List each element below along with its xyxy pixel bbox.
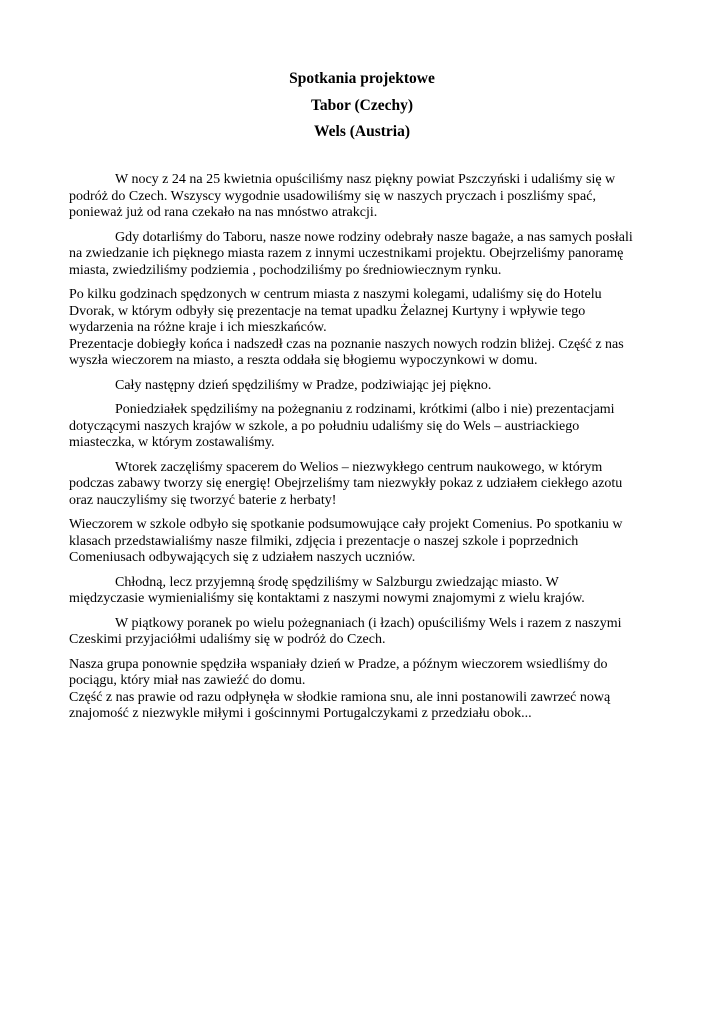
paragraph [69, 172, 669, 222]
paragraph [69, 657, 669, 723]
paragraph-line: miasteczka, w którym zostawaliśmy. [69, 435, 275, 450]
paragraph-line: Gdy dotarliśmy do Taboru, nasze nowe rodziny odebrały nasze bagaże, a nas samych posłali [115, 229, 633, 245]
paragraph-line: Chłodną, lecz przyjemną środę spędziliśmy w Salzburgu zwiedzając miasto. W [115, 574, 559, 590]
paragraph [69, 616, 669, 649]
paragraph-line: Cały następny dzień spędziliśmy w Pradze, podziwiając jej piękno. [115, 377, 492, 393]
document-body [69, 172, 669, 731]
paragraph-line: dotyczącymi naszych krajów w szkole, a po południu udaliśmy się do Wels – austriackiego [69, 418, 580, 434]
paragraph-line: pociągu, który miał nas zawieźć do domu. [69, 673, 306, 688]
paragraph [69, 230, 669, 280]
paragraph-line: Część z nas prawie od razu odpłynęła w słodkie ramiona snu, ale inni postanowili zawrzeć nową [69, 689, 611, 705]
paragraph-line: W nocy z 24 na 25 kwietnia opuściliśmy nasz piękny powiat Pszczyński i udaliśmy się w [115, 172, 616, 187]
paragraph-line: znajomość z niezwykle miłymi i gościnnymi Portugalczykami z przedziału obok... [69, 706, 532, 721]
paragraph-line: Poniedziałek spędziliśmy na pożegnaniu z rodzinami, krótkimi (albo i nie) prezentacjami [115, 402, 615, 417]
title-line: Wels (Austria) [313, 123, 410, 140]
paragraph-line: na zwiedzanie ich pięknego miasta razem z innymi uczestnikami projektu. Obejrzeliśmy panoramę [69, 246, 624, 261]
paragraph [69, 460, 669, 510]
paragraph-line: Comeniusach odbywających się z udziałem naszych uczniów. [69, 550, 416, 565]
document-title [0, 66, 724, 146]
paragraph-line: wyszła wieczorem na miasto, a reszta oddała się błogiemu wypoczynkowi w domu. [69, 353, 538, 368]
paragraph-line: ponieważ już od rana czekało na nas mnóstwo atrakcji. [69, 205, 378, 220]
title-line: Spotkania projektowe [289, 70, 435, 87]
paragraph-line: klasach przedstawialiśmy nasze filmiki, zdjęcia i prezentacje o naszej szkole i poprzednich [69, 533, 579, 549]
paragraph-line: Czeskimi przyjaciółmi udaliśmy się w podróż do Czech. [69, 632, 386, 647]
paragraph-line: Wieczorem w szkole odbyło się spotkanie podsumowujące cały projekt Comenius. Po spotkaniu w [69, 517, 623, 532]
paragraph-line: W piątkowy poranek po wielu pożegnaniach (i łzach) opuściliśmy Wels i razem z naszymi [115, 615, 622, 631]
paragraph [69, 575, 669, 608]
paragraph [69, 287, 669, 370]
paragraph-line: Prezentacje dobiegły końca i nadszedł czas na poznanie naszych nowych rodzin bliżej. Część z nas [69, 336, 624, 352]
paragraph [69, 517, 669, 567]
paragraph-line: Dvorak, w którym odbyły się prezentacje na temat upadku Żelaznej Kurtyny i wpływie tego [69, 303, 586, 319]
paragraph-line: wydarzenia na różne kraje i ich mieszkańców. [69, 320, 327, 335]
paragraph-line: oraz nauczyliśmy się tworzyć baterie z herbaty! [69, 492, 337, 508]
paragraph-line: podczas zabawy tworzy się energię! Obejrzeliśmy tam niezwykły pokaz z udziałem ciekłego azotu [69, 476, 623, 491]
paragraph-line: miasta, zwiedziliśmy podziemia , pochodziliśmy po średniowiecznym rynku. [69, 262, 502, 278]
paragraph-line: Po kilku godzinach spędzonych w centrum miasta z naszymi kolegami, udaliśmy się do Hotelu [69, 287, 602, 302]
paragraph-line: podróż do Czech. Wszyscy wygodnie usadowiliśmy się w naszych pryczach i poszliśmy spać, [69, 188, 596, 204]
paragraph [69, 378, 669, 395]
paragraph [69, 402, 669, 452]
paragraph-line: międzyczasie wymienialiśmy się kontaktami z naszymi nowymi znajomymi z wielu krajów. [69, 591, 585, 606]
paragraph-line: Wtorek zaczęliśmy spacerem do Welios – niezwykłego centrum naukowego, w którym [115, 459, 603, 475]
title-line: Tabor (Czechy) [310, 96, 414, 114]
paragraph-line: Nasza grupa ponownie spędziła wspaniały dzień w Pradze, a późnym wieczorem wsiedliśmy do [69, 656, 608, 672]
